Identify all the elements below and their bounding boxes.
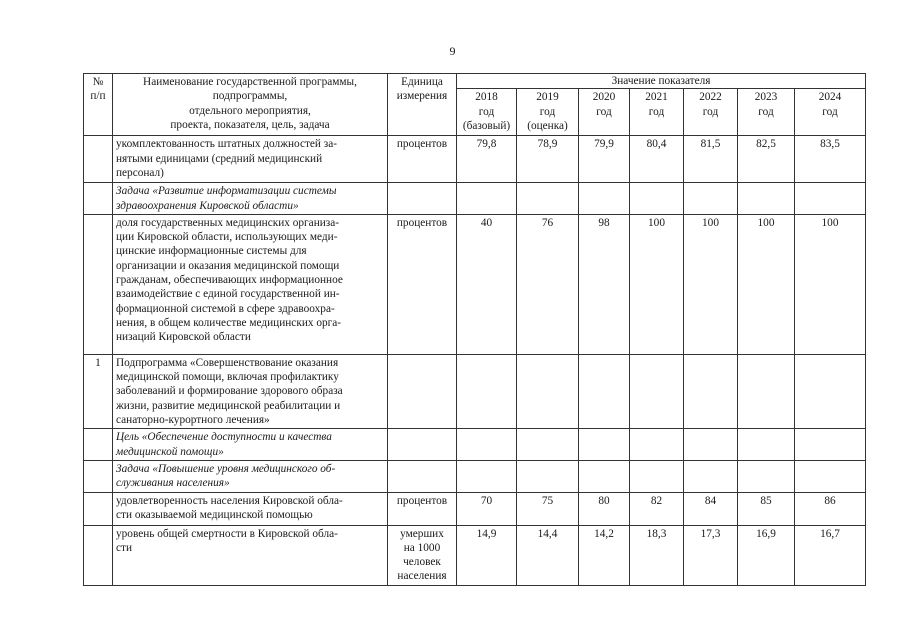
row-name: Подпрограмма «Совершенствование оказания медицинской помощи, включая профилактику заболеваний и формирование здорового образа жизни, развитие медицинской реабилитации и санаторно-курортного лечения»	[113, 354, 388, 428]
row-num	[84, 429, 113, 461]
row-value	[630, 183, 684, 215]
row-value	[795, 429, 866, 461]
row-value: 80	[579, 492, 630, 525]
row-value: 75	[517, 492, 579, 525]
row-unit: умерших на 1000 человек населения	[388, 525, 457, 585]
row-value	[517, 354, 579, 428]
row-value: 85	[738, 492, 795, 525]
row-unit: процентов	[388, 492, 457, 525]
row-name: укомплектованность штатных должностей за- нятыми единицами (средний медицинский персонал)	[113, 136, 388, 183]
row-value	[738, 429, 795, 461]
header-year-2024: 2024 год	[795, 89, 866, 136]
row-value: 98	[579, 214, 630, 354]
row-value	[795, 354, 866, 428]
row-num	[84, 136, 113, 183]
row-value: 82	[630, 492, 684, 525]
row-unit	[388, 429, 457, 461]
row-name: Задача «Развитие информатизации системы здравоохранения Кировской области»	[113, 183, 388, 215]
row-value: 100	[795, 214, 866, 354]
indicator-table	[83, 73, 866, 586]
row-value	[579, 429, 630, 461]
header-row-top	[84, 74, 866, 89]
row-unit: процентов	[388, 136, 457, 183]
row-value	[517, 183, 579, 215]
row-value	[457, 460, 517, 492]
row-value	[457, 354, 517, 428]
row-value: 82,5	[738, 136, 795, 183]
row-value: 100	[684, 214, 738, 354]
row-name: Задача «Повышение уровня медицинского об- служивания населения»	[113, 460, 388, 492]
header-value-group: Значение показателя	[457, 74, 866, 89]
row-name: уровень общей смертности в Кировской обла- сти	[113, 525, 388, 585]
header-year-2018: 2018 год (базовый)	[457, 89, 517, 136]
row-num	[84, 525, 113, 585]
header-num: № п/п	[84, 74, 113, 136]
row-value: 17,3	[684, 525, 738, 585]
row-value	[684, 460, 738, 492]
row-value	[579, 354, 630, 428]
row-value: 100	[738, 214, 795, 354]
row-value	[579, 183, 630, 215]
table-row	[84, 429, 866, 461]
row-value: 16,7	[795, 525, 866, 585]
row-value	[795, 183, 866, 215]
row-value	[738, 460, 795, 492]
header-year-2022: 2022 год	[684, 89, 738, 136]
row-num	[84, 183, 113, 215]
row-value: 79,8	[457, 136, 517, 183]
header-year-2021: 2021 год	[630, 89, 684, 136]
row-value	[457, 429, 517, 461]
row-value	[738, 354, 795, 428]
row-value: 18,3	[630, 525, 684, 585]
row-value: 78,9	[517, 136, 579, 183]
row-value: 76	[517, 214, 579, 354]
table-row	[84, 183, 866, 215]
row-num	[84, 460, 113, 492]
row-value: 80,4	[630, 136, 684, 183]
header-year-2023: 2023 год	[738, 89, 795, 136]
table-row	[84, 354, 866, 428]
row-unit	[388, 183, 457, 215]
row-name: удовлетворенность населения Кировской обла- сти оказываемой медицинской помощью	[113, 492, 388, 525]
row-value: 79,9	[579, 136, 630, 183]
row-value: 70	[457, 492, 517, 525]
row-value	[630, 429, 684, 461]
row-value	[795, 460, 866, 492]
table-row	[84, 460, 866, 492]
row-value: 86	[795, 492, 866, 525]
table-row	[84, 214, 866, 354]
row-value: 100	[630, 214, 684, 354]
row-num: 1	[84, 354, 113, 428]
table-row	[84, 136, 866, 183]
row-value	[517, 429, 579, 461]
row-unit: процентов	[388, 214, 457, 354]
row-num	[84, 214, 113, 354]
row-value	[517, 460, 579, 492]
row-num	[84, 492, 113, 525]
row-value: 14,4	[517, 525, 579, 585]
row-name: Цель «Обеспечение доступности и качества медицинской помощи»	[113, 429, 388, 461]
header-year-2020: 2020 год	[579, 89, 630, 136]
row-value	[684, 183, 738, 215]
header-name: Наименование государственной программы, подпрограммы, отдельного мероприятия, проекта, показателя, цель, задача	[113, 74, 388, 136]
row-value	[457, 183, 517, 215]
row-value	[684, 354, 738, 428]
table-row	[84, 492, 866, 525]
row-value	[738, 183, 795, 215]
row-value	[630, 354, 684, 428]
row-value	[684, 429, 738, 461]
row-value: 81,5	[684, 136, 738, 183]
row-value	[579, 460, 630, 492]
row-value: 16,9	[738, 525, 795, 585]
row-value: 14,2	[579, 525, 630, 585]
table-row	[84, 525, 866, 585]
row-name: доля государственных медицинских организа- ции Кировской области, использующих меди- цинские информационные системы для организации и оказания медицинской помощи гражданам, обеспечивающих информационное взаимодействие с единой государственной ин- формационной системой в сфере здравоохра- нения, в общем количестве медицинских орга- низаций Кировской области	[113, 214, 388, 354]
row-value: 40	[457, 214, 517, 354]
row-value	[630, 460, 684, 492]
header-unit: Единица измерения	[388, 74, 457, 136]
row-unit	[388, 354, 457, 428]
row-unit	[388, 460, 457, 492]
header-year-2019: 2019 год (оценка)	[517, 89, 579, 136]
page-number: 9	[449, 44, 456, 58]
row-value: 84	[684, 492, 738, 525]
row-value: 83,5	[795, 136, 866, 183]
row-value: 14,9	[457, 525, 517, 585]
